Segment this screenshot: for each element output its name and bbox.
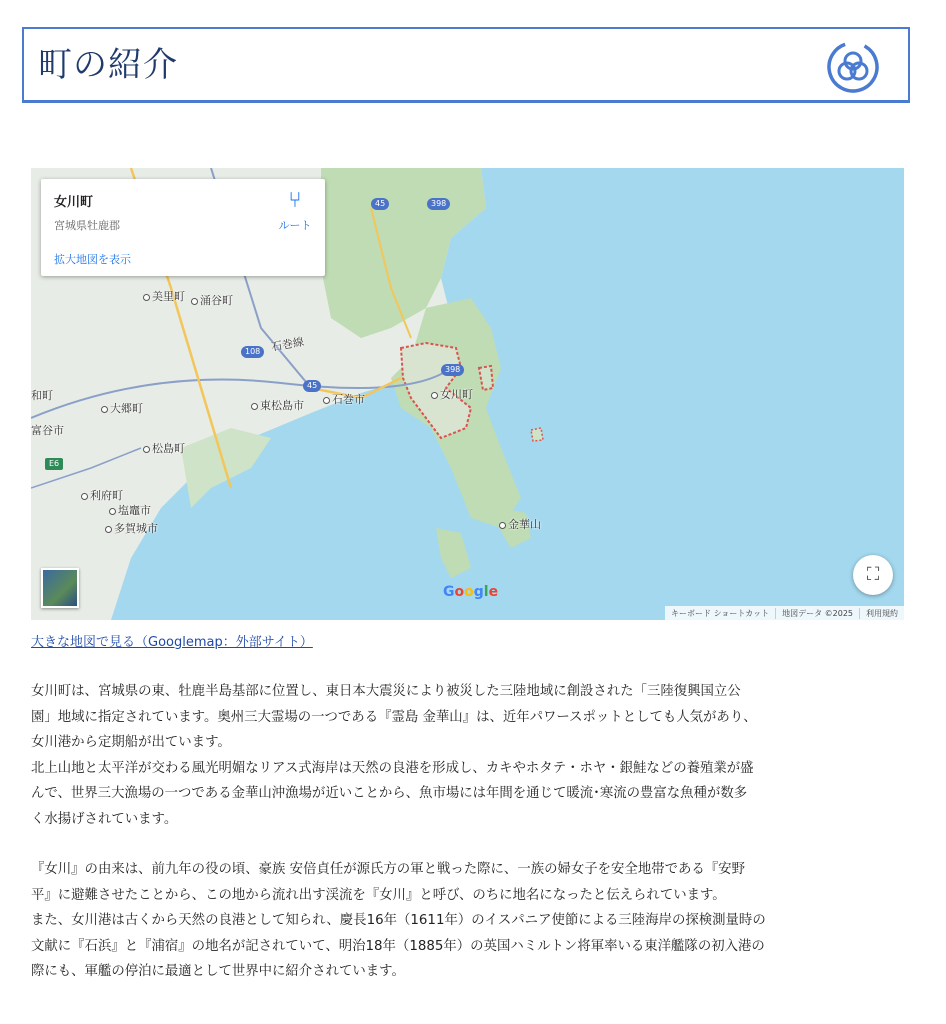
road-badge-108: 108 (241, 346, 264, 358)
road-badge-45-north: 45 (371, 198, 389, 210)
text-line: また、女川港は古くから天然の良港として知られ、慶長16年（1611年）のイスパニア使節による三陸海岸の探検測量時の (31, 913, 766, 928)
map-label-shiogama: 塩竈市 (109, 502, 151, 518)
text-line: 文献に『石浜』と『浦宿』の地名が記されていて、明治18年（1885年）の英国ハミルトン将軍率いる東洋艦隊の初入港の (31, 938, 765, 954)
fullscreen-button[interactable] (853, 555, 893, 595)
section-header (22, 27, 910, 103)
map-label-ishinomaki-line: 石巻線 (270, 335, 305, 354)
text-line: 『女川』の由来は、前九年の役の頃、豪族 安倍貞任が源氏方の軍と戦った際に、一族の婦女子を安全地帯である『安野 (31, 862, 745, 877)
map-label-kinkasan: 金華山 (499, 516, 541, 532)
map-label-rifu: 利府町 (81, 487, 123, 503)
fullscreen-icon: ⛶ (866, 564, 880, 585)
map-label-onagawa: 女川町 (431, 386, 473, 402)
map-label-ishinomaki: 石巻市 (323, 391, 365, 407)
map-footer (665, 606, 904, 620)
text-line: 園」地域に指定されています。奥州三大霊場の一つである『霊島 金華山』は、近年パワースポットとしても人気があり、 (31, 709, 757, 725)
external-map-link[interactable]: 大きな地図で見る（Googlemap：外部サイト） (31, 635, 313, 650)
text-line: 女川港から定期船が出ています。 (31, 735, 231, 750)
text-line: 女川町は、宮城県の東、牡鹿半島基部に位置し、東日本大震災により被災した三陸地域に創設された「三陸復興国立公 (31, 684, 741, 699)
intro-paragraph-1 (31, 679, 905, 832)
page-title: 町の紹介 (38, 45, 178, 85)
intro-paragraph-2 (31, 857, 905, 985)
route-button[interactable] (271, 189, 319, 233)
place-address: 宮城県牡鹿郡 (54, 219, 120, 232)
enlarge-map-link[interactable]: 拡大地図を表示 (54, 253, 131, 266)
text-line: 北上山地と太平洋が交わる風光明媚なリアス式海岸は天然の良港を形成し、カキやホタテ・ホヤ・銀鮭などの養殖業が盛 (31, 760, 754, 776)
place-name: 女川町 (54, 195, 94, 210)
text-line: んで、世界三大漁場の一つである金華山沖漁場が近いことから、魚市場には年間を通じて暖流･寒流の豊富な魚種が数多 (31, 786, 748, 801)
map-info-card (41, 179, 325, 276)
keyboard-shortcuts-link[interactable]: キーボード ショートカット (671, 608, 770, 618)
map-label-misato: 美里町 (143, 288, 185, 304)
map-label-wa: 和町 (31, 389, 53, 402)
map-data-credit: 地図データ ©2025 (775, 608, 859, 619)
road-badge-e6: E6 (45, 458, 63, 470)
text-line: 平』に避難させたことから、この地から流れ出す渓流を『女川』と呼び、のちに地名になったと伝えられています。 (31, 887, 726, 903)
road-badge-398-north: 398 (427, 198, 450, 210)
map-label-tomiya: 富谷市 (31, 424, 64, 437)
terms-link[interactable]: 利用規約 (859, 608, 904, 619)
town-emblem-icon (826, 39, 880, 93)
map-label-matsushima: 松島町 (143, 440, 185, 456)
map-label-osato: 大郷町 (101, 400, 143, 416)
text-line: く水揚げされています。 (31, 811, 178, 827)
map-label-higashimatsushima: 東松島市 (251, 397, 304, 413)
road-badge-45: 45 (303, 380, 321, 392)
satellite-toggle-button[interactable] (41, 568, 79, 608)
text-line: 際にも、軍艦の停泊に最適として世界中に紹介されています。 (31, 964, 405, 979)
road-badge-398: 398 (441, 364, 464, 376)
route-label: ルート (278, 219, 312, 232)
map-label-wakuya: 涌谷町 (191, 292, 233, 308)
directions-icon: ⑂ (288, 188, 302, 213)
map-label-tagajo: 多賀城市 (105, 520, 158, 536)
google-map[interactable] (31, 168, 904, 620)
google-logo: Google (443, 584, 499, 600)
